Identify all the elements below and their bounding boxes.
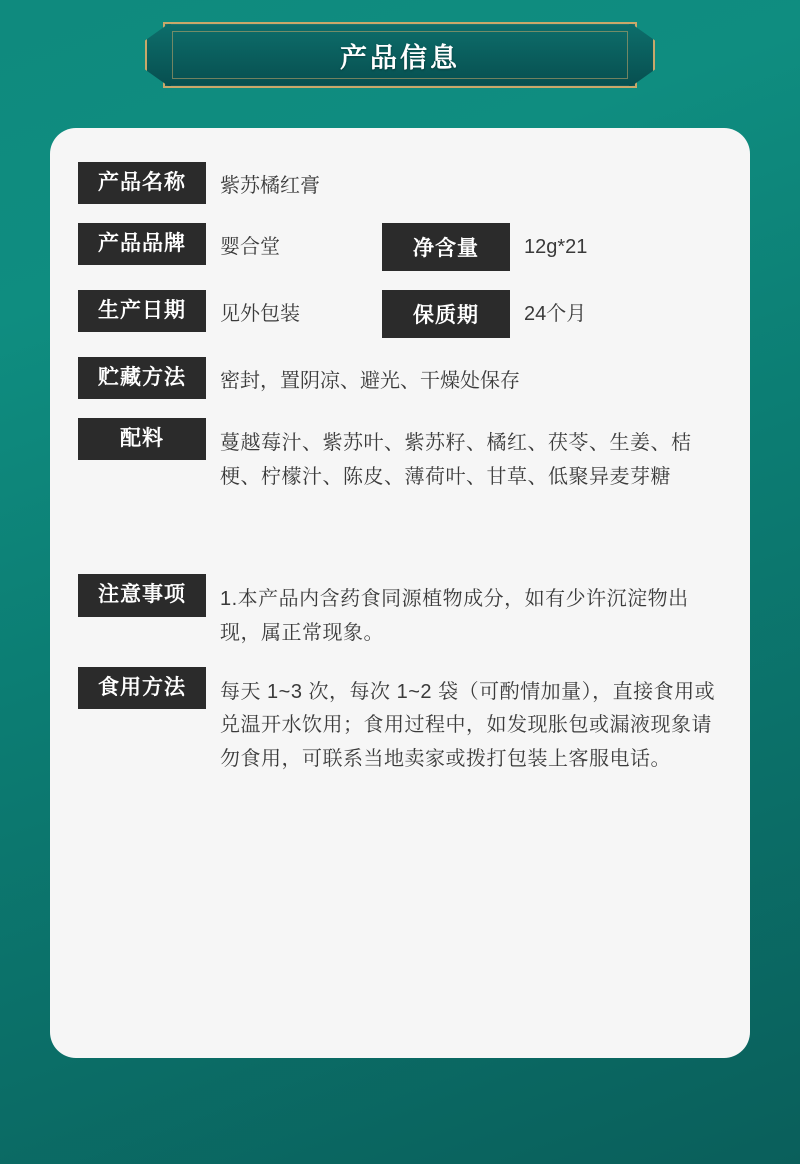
table-row [78, 223, 722, 271]
field-label-usage-method: 食用方法 [78, 667, 206, 709]
section-spacer [78, 510, 722, 574]
field-value-production-date: 见外包装 [220, 303, 300, 326]
header-banner-inner-frame [172, 31, 628, 79]
field-value-product-brand: 婴合堂 [220, 236, 280, 259]
field-label-production-date: 生产日期 [78, 290, 206, 332]
header-banner [163, 22, 637, 88]
field-value-usage-method: 每天 1~3 次，每次 1~2 袋（可酌情加量），直接食用或兑温开水饮用；食用过程中，如发现胀包或漏液现象请勿食用，可联系当地卖家或拨打包装上客服电话。 [220, 680, 716, 770]
table-row [78, 667, 722, 777]
field-label-ingredients: 配料 [78, 418, 206, 460]
table-row [78, 357, 722, 399]
product-info-card [50, 128, 750, 1058]
field-label-precautions: 注意事项 [78, 574, 206, 616]
field-label-shelf-life: 保质期 [382, 290, 510, 338]
field-label-product-name: 产品名称 [78, 162, 206, 204]
field-label-product-brand: 产品品牌 [78, 223, 206, 265]
table-row [78, 574, 722, 650]
field-value-precautions: 1.本产品内含药食同源植物成分，如有少许沉淀物出现，属正常现象。 [220, 588, 689, 645]
field-value-storage-method: 密封，置阴凉、避光、干燥处保存 [220, 370, 520, 393]
table-row [78, 162, 722, 204]
product-info-rows [78, 162, 722, 792]
field-label-net-content: 净含量 [382, 223, 510, 271]
table-row [78, 290, 722, 338]
field-label-storage-method: 贮藏方法 [78, 357, 206, 399]
table-row [78, 418, 722, 494]
field-value-net-content: 12g*21 [524, 236, 588, 259]
page-title: 产品信息 [340, 42, 460, 73]
field-value-ingredients: 蔓越莓汁、紫苏叶、紫苏籽、橘红、茯苓、生姜、桔梗、柠檬汁、陈皮、薄荷叶、甘草、低聚异麦芽糖 [220, 432, 692, 488]
field-value-shelf-life: 24个月 [524, 303, 587, 326]
header-banner-wrapper [0, 22, 800, 88]
field-value-product-name: 紫苏橘红膏 [220, 175, 320, 197]
